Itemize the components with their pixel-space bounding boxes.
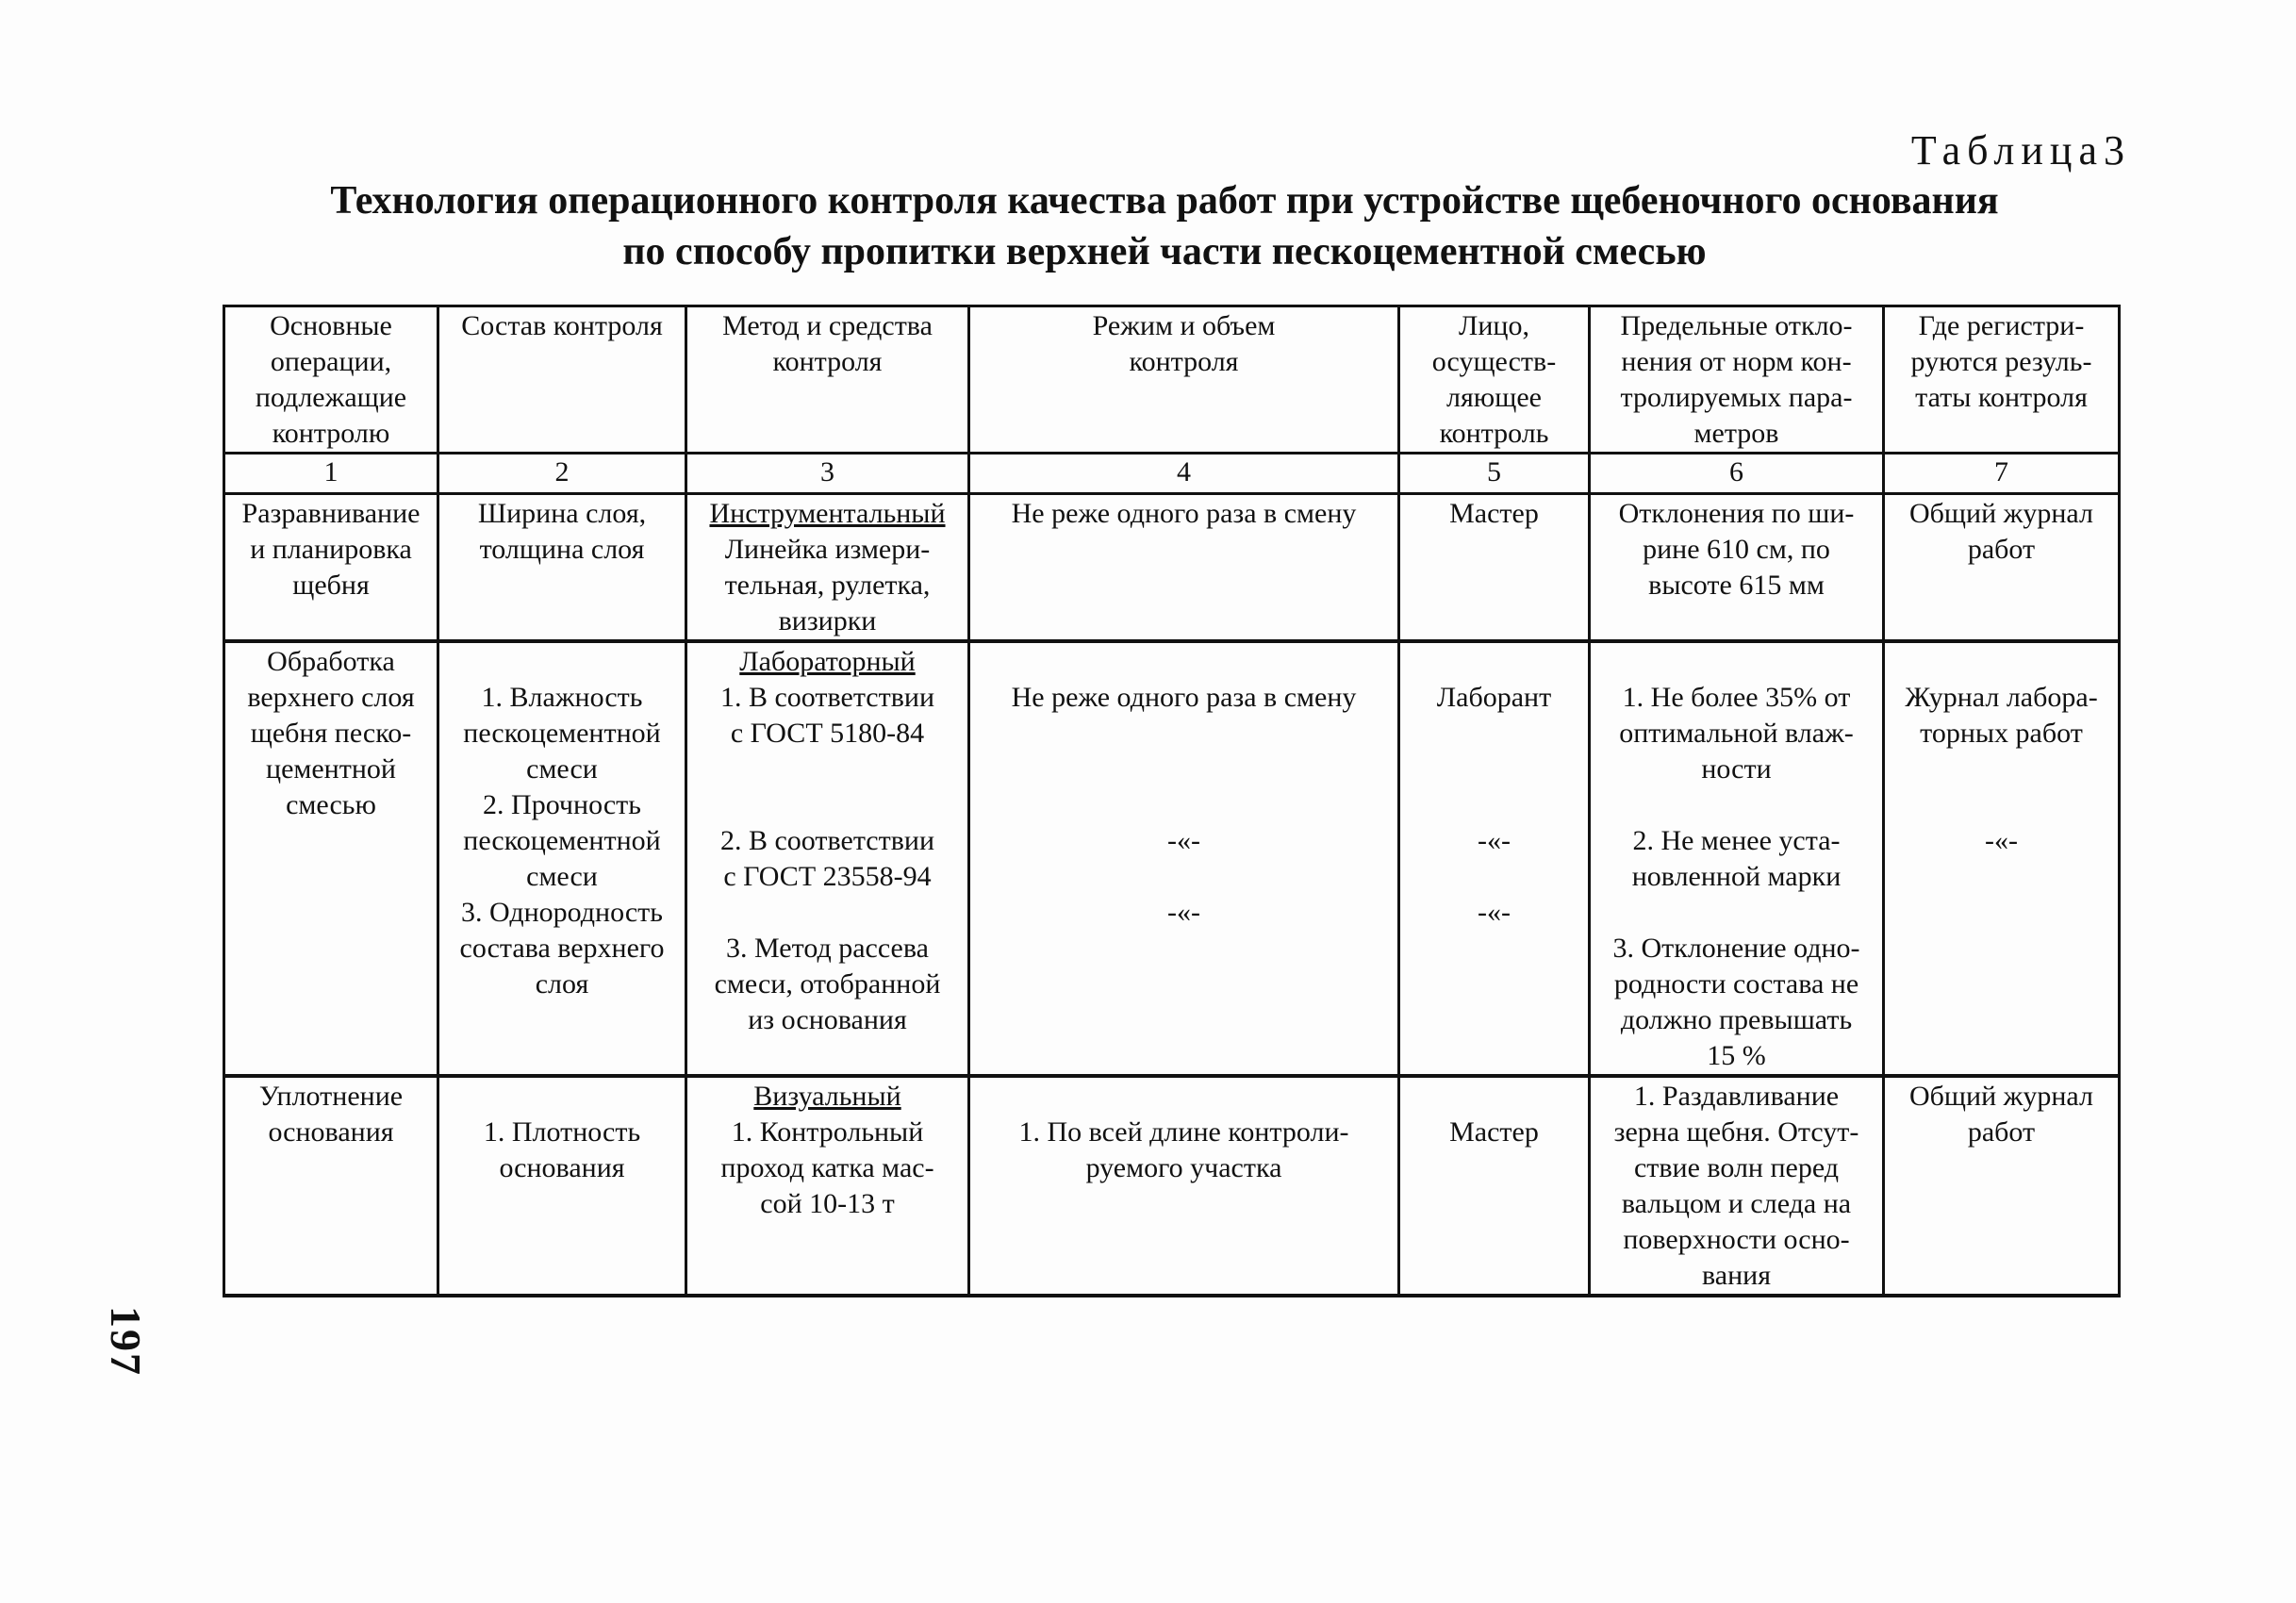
person-cell: Мастер (1399, 1076, 1590, 1296)
column-header-4: Режим и объем контроля (969, 306, 1399, 454)
title-line-2: по способу пропитки верхней части пескоцементной смесью (622, 230, 1707, 273)
column-header-6: Предельные откло- нения от норм кон- тролируемых пара- метров (1590, 306, 1884, 454)
table-row (224, 494, 2120, 642)
operation-cell: Обработка верхнего слоя щебня песко- цементной смесью (224, 641, 438, 1076)
column-number: 1 (224, 454, 438, 494)
composition-cell: 1. Плотность основания (438, 1076, 686, 1296)
column-number: 3 (686, 454, 969, 494)
column-number: 2 (438, 454, 686, 494)
column-header-2: Состав контроля (438, 306, 686, 454)
register-cell: Общий журнал работ (1884, 494, 2120, 642)
limits-cell: Отклонения по ши- рине 610 см, по высоте 615 мм (1590, 494, 1884, 642)
composition-cell: Ширина слоя, толщина слоя (438, 494, 686, 642)
method-title: Визуальный (753, 1081, 901, 1112)
table-row (224, 1076, 2120, 1296)
mode-cell: Не реже одного раза в смену -«- -«- (969, 641, 1399, 1076)
column-header-7: Где регистри- руются резуль- таты контроля (1884, 306, 2120, 454)
document-title (226, 175, 2103, 277)
operation-cell: Разравнивание и планировка щебня (224, 494, 438, 642)
column-number: 7 (1884, 454, 2120, 494)
mode-cell: 1. По всей длине контроли- руемого участка (969, 1076, 1399, 1296)
table-label: Таблица3 (1910, 127, 2131, 174)
title-line-1: Технология операционного контроля качества работ при устройстве щебеночного основания (330, 179, 1999, 223)
method-cell: Визуальный 1. Контрольный проход катка мас- сой 10-13 т (686, 1076, 969, 1296)
header-row (224, 306, 2120, 454)
control-table (223, 305, 2121, 1297)
column-number: 5 (1399, 454, 1590, 494)
column-number: 6 (1590, 454, 1884, 494)
method-title: Инструментальный (709, 498, 946, 529)
column-header-1: Основные операции, подлежащие контролю (224, 306, 438, 454)
operation-cell: Уплотнение основания (224, 1076, 438, 1296)
composition-cell: 1. Влажность пескоцементной смеси 2. Прочность пескоцементной смеси 3. Однородность состава верхнего слоя (438, 641, 686, 1076)
table-row (224, 641, 2120, 1076)
limits-cell: 1. Не более 35% от оптимальной влаж- ности 2. Не менее уста- новленной марки 3. Отклонение одно- родности состава не должно превышать 15 % (1590, 641, 1884, 1076)
column-header-3: Метод и средства контроля (686, 306, 969, 454)
mode-cell: Не реже одного раза в смену (969, 494, 1399, 642)
method-title: Лабораторный (739, 646, 916, 677)
person-cell: Мастер (1399, 494, 1590, 642)
page-number: 197 (102, 1306, 150, 1377)
limits-cell: 1. Раздавливание зерна щебня. Отсут- ствие волн перед вальцом и следа на поверхности осно- вания (1590, 1076, 1884, 1296)
column-number-row (224, 454, 2120, 494)
register-cell: Журнал лабора- торных работ -«- (1884, 641, 2120, 1076)
method-cell: Лабораторный 1. В соответствии с ГОСТ 5180-84 2. В соответствии с ГОСТ 23558-94 3. Метод рассева смеси, отобранной из основания (686, 641, 969, 1076)
register-cell: Общий журнал работ (1884, 1076, 2120, 1296)
method-cell: Инструментальный Линейка измери- тельная, рулетка, визирки (686, 494, 969, 642)
person-cell: Лаборант -«- -«- (1399, 641, 1590, 1076)
column-number: 4 (969, 454, 1399, 494)
column-header-5: Лицо, осуществ- ляющее контроль (1399, 306, 1590, 454)
